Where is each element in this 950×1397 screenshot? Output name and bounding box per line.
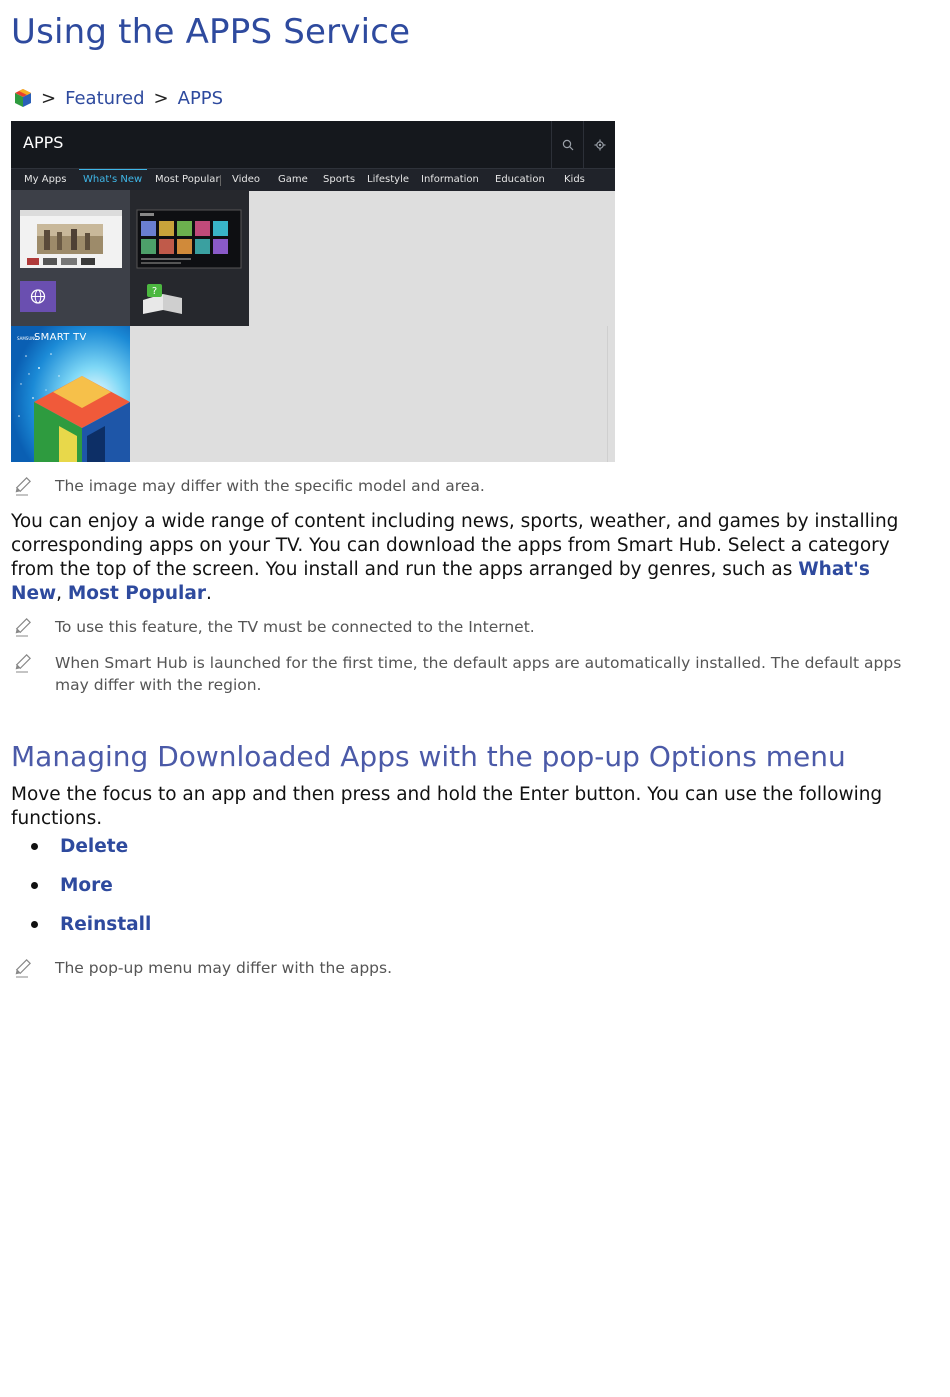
screen-edge-line: [607, 326, 608, 462]
tv-header-bar: [11, 121, 615, 168]
breadcrumb-separator: >: [41, 87, 57, 109]
comma-text: ,: [56, 583, 68, 604]
pencil-note-icon: [11, 957, 55, 983]
tv-tab-lifestyle: Lifestyle: [367, 174, 410, 185]
samsung-wordmark: SAMSUNG: [17, 336, 38, 341]
option-label: Reinstall: [60, 914, 152, 935]
section-title: Managing Downloaded Apps with the pop-up Options menu: [11, 740, 846, 773]
note-text: The pop-up menu may differ with the apps.: [55, 959, 393, 977]
tv-tab-whats-new: What's New: [83, 174, 143, 185]
pencil-note-icon: [11, 616, 55, 642]
most-popular-link[interactable]: Most Popular: [67, 583, 206, 604]
tv-apps-title: APPS: [23, 133, 64, 152]
note-internet: [11, 616, 535, 642]
tab-divider: [220, 175, 221, 186]
note-text: To use this feature, the TV must be connected to the Internet.: [55, 618, 535, 636]
period-text: .: [205, 583, 212, 604]
smart-tv-logo: SMART TV: [34, 332, 87, 343]
tv-tab-video: Video: [232, 174, 261, 185]
svg-text:?: ?: [151, 286, 158, 297]
bullet: [31, 843, 38, 850]
e-manual-app-tile: [130, 190, 249, 326]
note-default-apps: [11, 652, 905, 696]
note-text: The image may differ with the specific model and area.: [55, 477, 485, 495]
section-body: Move the focus to an app and then press and hold the Enter button. You can use the following functions.: [11, 784, 883, 829]
intro-paragraph: [11, 510, 911, 606]
option-label: Delete: [60, 836, 129, 857]
page-title: Using the APPS Service: [11, 12, 411, 52]
breadcrumb: [14, 85, 223, 111]
tv-tab-kids: Kids: [564, 174, 585, 185]
whats-new-link[interactable]: What's New: [11, 559, 870, 604]
note-image-differs: [11, 475, 485, 501]
breadcrumb-featured[interactable]: Featured: [65, 87, 145, 109]
active-tab-indicator: [79, 169, 147, 170]
note-popup-menu: [11, 957, 392, 983]
bullet: [31, 882, 38, 889]
apps-screenshot: [11, 121, 615, 462]
note-text: When Smart Hub is launched for the first time, the default apps are automatically installed. The default apps may differ with the region.: [55, 654, 902, 694]
smart-hub-cube-icon[interactable]: [14, 88, 32, 108]
tv-tab-sports: Sports: [323, 174, 356, 185]
bullet: [31, 921, 38, 928]
search-icon: [551, 121, 583, 168]
pencil-note-icon: [11, 475, 55, 501]
tv-tab-information: Information: [421, 174, 479, 185]
tv-tab-education: Education: [495, 174, 545, 185]
smart-tv-promo-tile: [11, 326, 130, 462]
tv-tab-most-popular: Most Popular: [155, 174, 220, 185]
option-label: More: [60, 875, 113, 896]
pencil-note-icon: [11, 652, 55, 696]
breadcrumb-separator: >: [153, 87, 169, 109]
tv-tab-my-apps: My Apps: [24, 174, 67, 185]
intro-text: You can enjoy a wide range of content including news, sports, weather, and games by installing corresponding apps on your TV. You can download the apps from Smart Hub. Select a category from the top of the screen. You install and run the apps arranged by genres, such as: [11, 511, 899, 580]
gear-icon: [583, 121, 615, 168]
tv-tab-game: Game: [278, 174, 308, 185]
tv-category-tabs: [11, 168, 615, 191]
breadcrumb-apps[interactable]: APPS: [177, 87, 224, 109]
web-browser-app-tile: [11, 190, 130, 326]
